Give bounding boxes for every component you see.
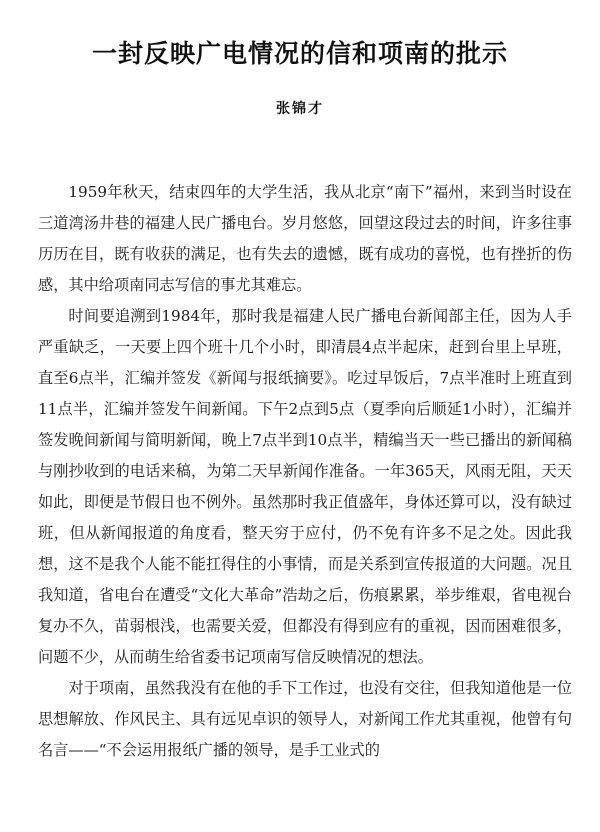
article-body [38,177,572,766]
paragraph: 时间要追溯到1984年，那时我是福建人民广播电台新闻部主任，因为人手严重缺乏，一天要上四个班十几个小时，即清晨4点半起床，赶到台里上早班，直至6点半，汇编并签发《新闻与报纸摘要》。吃过早饭后，7点半准时上班直到11点半，汇编并签发午间新闻。下午2点到5点（夏季向后顺延1小时），汇编并签发晚间新闻与简明新闻，晚上7点半到10点半，精编当天一些已播出的新闻稿与刚抄收到的电话来稿，为第二天早新闻作准备。一年365天，风雨无阻，天天如此，即便是节假日也不例外。虽然那时我正值盛年，身体还算可以，没有缺过班，但从新闻报道的角度看，整天穷于应付，仍不免有许多不足之处。因此我想，这不是我个人能不能扛得住的小事情，而是关系到宣传报道的大问题。况且我知道，省电台在遭受“文化大革命”浩劫之后，伤痕累累，举步维艰，省电视台复办不久，苗弱根浅，也需要关爱，但都没有得到应有的重视，因而困难很多，问题不少，从而萌生给省委书记项南写信反映情况的想法。 [38,307,572,666]
paragraph: 对于项南，虽然我没有在他的手下工作过，也没有交往，但我知道他是一位思想解放、作风民主、具有远见卓识的领导人，对新闻工作尤其重视，他曾有句名言——“不会运用报纸广播的领导，是手工业式的 [38,679,572,759]
paragraph: 1959年秋天，结束四年的大学生活，我从北京“南下”福州，来到当时设在三道湾汤井巷的福建人民广播电台。岁月悠悠，回望这段过去的时间，许多往事历历在目，既有收获的满足，也有失去的遗憾，既有成功的喜悦，也有挫折的伤感，其中给项南同志写信的事尤其难忘。 [38,183,572,294]
article-author: 张锦才 [276,101,324,117]
article-title: 一封反映广电情况的信和项南的批示 [91,39,508,68]
